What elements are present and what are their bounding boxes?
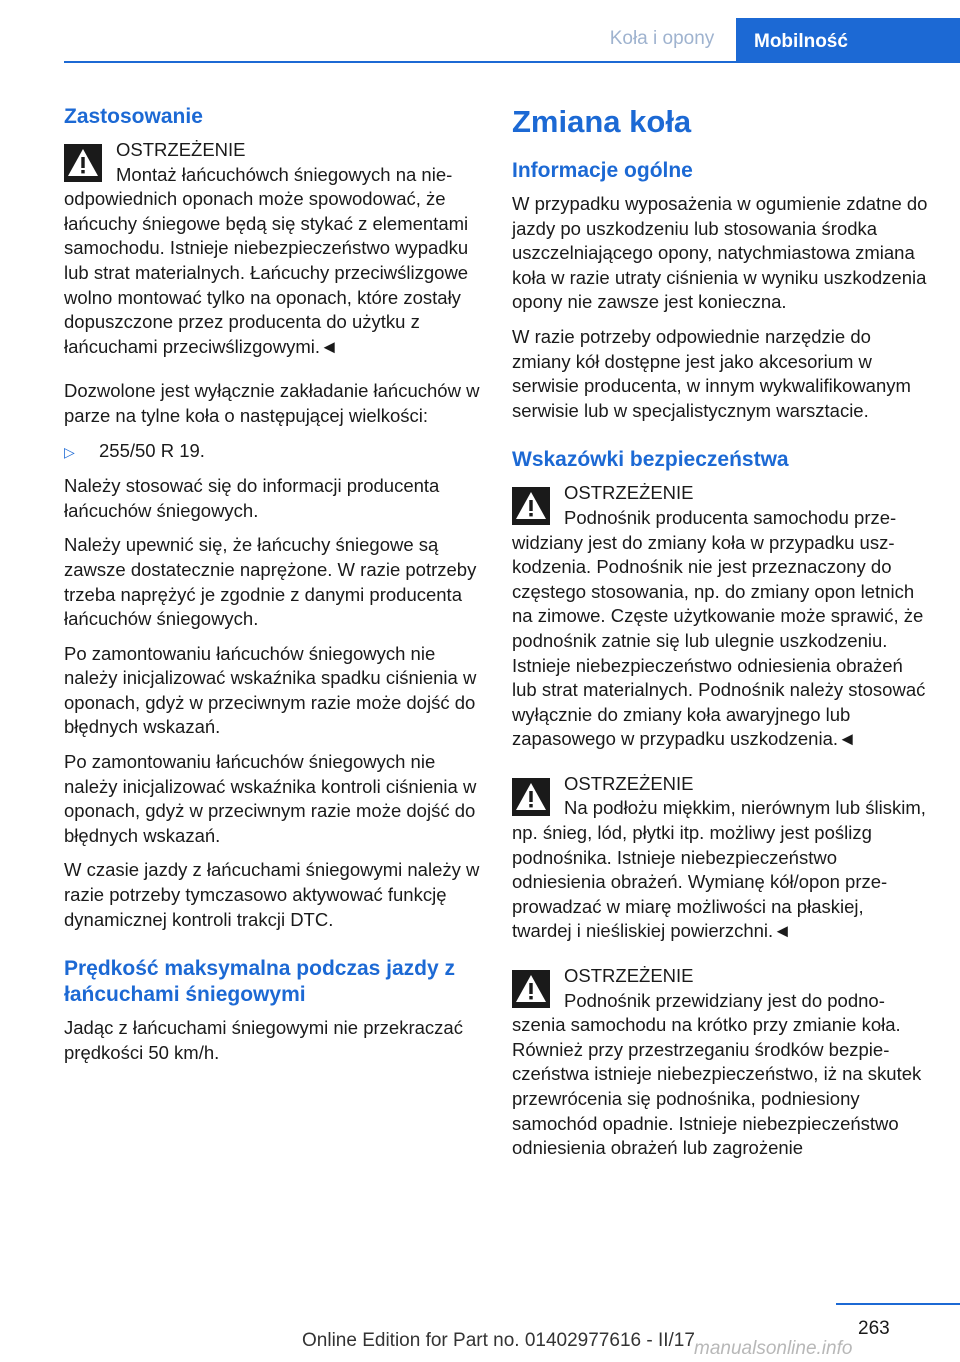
- paragraph-general-1: W przypadku wyposażenia w ogumienie zdatne do jazdy po uszkodzeniu lub stosowania środka uszczelniającego opony, natychmiastowa zmiana koła w razie utraty ciśnienia w wyniku uszkodzenia opony nie zawsze jest konieczna.: [512, 193, 928, 313]
- right-column: [512, 104, 928, 1181]
- page-title: Zmiana koła: [512, 104, 692, 139]
- tire-size: 255/50 R 19.: [99, 439, 205, 461]
- page-number: 263: [858, 1318, 890, 1339]
- header-rule: [64, 61, 960, 63]
- paragraph-init-pressure-loss: Po zamontowaniu łańcuchów śniegowych nie należy inicjalizować wskaźnika spadku ciśnienia w oponach, gdyż w przeciwnym razie może dojść do błędnych wskazań.: [64, 642, 477, 738]
- footer-rule: [836, 1303, 960, 1305]
- paragraph-tension: Należy upewnić się, że łańcuchy śniegowe są zawsze dostatecznie naprężone. W razie potrzeby trzeba naprężyć je zgodnie z danymi producenta łańcuchów śniegowych.: [64, 534, 477, 630]
- footer-edition: Online Edition for Part no. 01402977616 - II/17: [302, 1330, 695, 1351]
- warning-block: [64, 138, 482, 359]
- heading-max-speed: Prędkość maksymalna podczas jazdy z łańcuchami śniegowymi: [64, 957, 456, 1007]
- warning-label: OSTRZEŻENIE: [564, 772, 694, 794]
- warning-block: [512, 481, 928, 752]
- warning-label: OSTRZEŻENIE: [564, 965, 694, 987]
- warning-text: Montaż łańcuchówch śniegowych na nieodpowiednich oponach może spowodować, że łańcuchy śniegowe będą się stykać z elementami samochodu. Istnieje niebezpieczeństwo wypadku lub strat materialnych. Łańcuchy przeciwślizgowe wolno montować tylko na oponach, które zostały dopuszczone przez producenta do użytku z łańcuchami przeciwślizgowymi.◄: [64, 163, 469, 357]
- paragraph-dtc: W czasie jazdy z łańcuchami śniegowymi należy w razie potrzeby tymczasowo aktywować funkcję dynamicznej kontroli trakcji DTC.: [64, 859, 480, 930]
- list-item: [64, 439, 482, 465]
- header-chapter-tab: Mobilność: [736, 18, 960, 63]
- watermark: manualsonline.info: [694, 1338, 853, 1359]
- header-section-label: Koła i opony: [609, 28, 715, 49]
- left-column: [64, 104, 482, 1075]
- warning-block: [512, 964, 928, 1161]
- paragraph-general-2: W razie potrzeby odpowiednie narzędzie do zmiany kół dostępne jest jako akcesorium w serwisie producenta, w innym wykwalifikowanym serwisie lub w specjalistycznym warsztacie.: [512, 325, 911, 421]
- warning-text: Podnośnik producenta samochodu przewidziany jest do zmiany koła w przypadku uszkodzenia. Podnośnik nie jest przeznaczony do częstego stosowania, np. do zmiany opon letnich na zimowe. Częste użytkowanie może sprawić, że podnośnik zatnie się lub ulegnie uszkodzeniu. Istnieje niebezpieczeństwo odniesienia obrażeń lub strat materialnych. Podnośnik należy stosować wyłącznie do zmiany koła awaryjnego lub zapasowego w przypadku uszkodzenia.◄: [512, 506, 926, 750]
- warning-text: Na podłożu miękkim, nierównym lub śliskim, np. śnieg, lód, płytki itp. możliwy jest poślizg podnośnika. Istnieje niebezpieczeństwo odniesienia obrażeń. Wymianę kół/opon przeprowadzać w miarę możliwości na płaskiej, twardej i nieśliskiej powierzchni.◄: [512, 797, 926, 942]
- heading-general-info: Informacje ogólne: [512, 159, 693, 182]
- warning-icon: [512, 778, 550, 816]
- heading-safety: Wskazówki bezpieczeństwa: [512, 448, 789, 472]
- warning-icon: [64, 144, 102, 182]
- warning-block: [512, 772, 928, 944]
- paragraph-speed: Jadąc z łańcuchami śniegowymi nie przekraczać prędkości 50 km/h.: [64, 1017, 463, 1063]
- warning-label: OSTRZEŻENIE: [564, 482, 694, 504]
- warning-text: Podnośnik przewidziany jest do podnoszenia samochodu na krótko przy zmianie koła. Również przy przestrzeganiu środków bezpieczeństwa istnieje niebezpieczeństwo, iż na skutek przewrócenia się podnośnika, podniesiony samochód opadnie. Istnieje niebezpieczeństwo odniesienia obrażeń lub zagrożenie: [512, 989, 922, 1159]
- paragraph-init-pressure-control: Po zamontowaniu łańcuchów śniegowych nie należy inicjalizować wskaźnika kontroli ciśnienia w oponach, gdyż w przeciwnym razie może dojść do błędnych wskazań.: [64, 751, 477, 846]
- warning-icon: [512, 487, 550, 525]
- paragraph-allowed: Dozwolone jest wyłącznie zakładanie łańcuchów w parze na tylne koła o następującej wielkości:: [64, 380, 480, 426]
- warning-label: OSTRZEŻENIE: [116, 139, 246, 160]
- bullet-triangle-icon: ▷: [64, 443, 75, 460]
- heading-usage: Zastosowanie: [64, 105, 203, 128]
- paragraph-info: Należy stosować się do informacji producenta łańcuchów śniegowych.: [64, 475, 440, 521]
- warning-icon: [512, 970, 550, 1008]
